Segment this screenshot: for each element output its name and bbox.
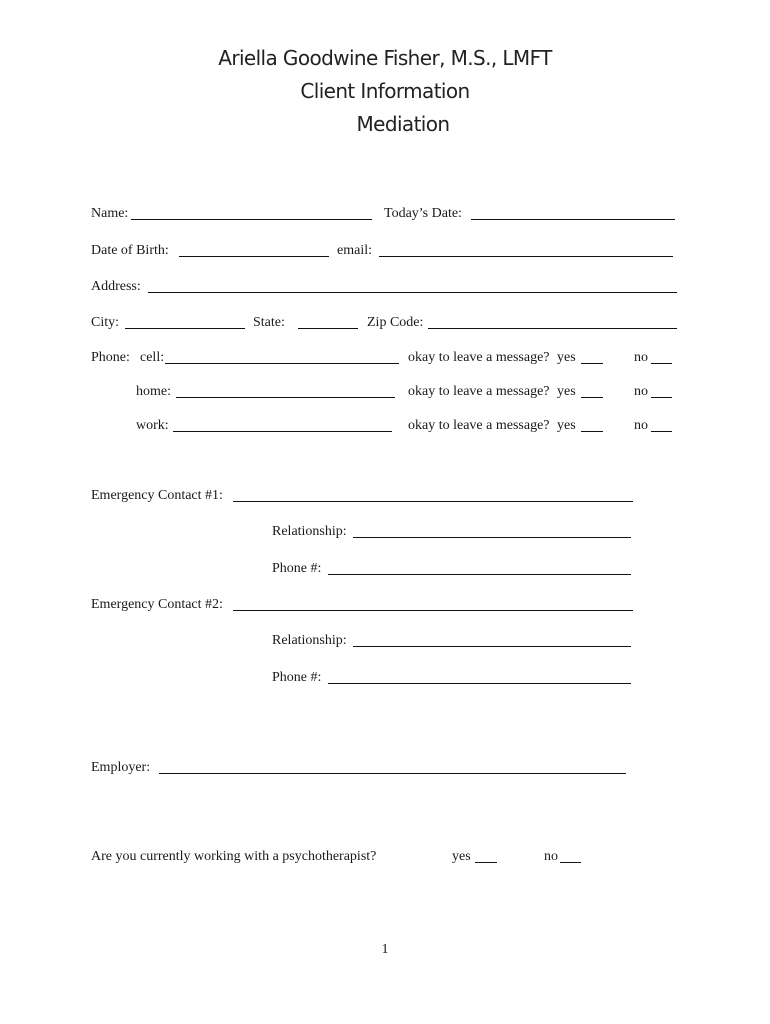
zip-label: Zip Code: bbox=[367, 315, 424, 330]
emergency-2-relationship-field[interactable] bbox=[353, 646, 631, 647]
home-message-question: okay to leave a message? bbox=[408, 384, 550, 399]
cell-label: cell: bbox=[140, 350, 165, 365]
city-label: City: bbox=[91, 315, 120, 330]
work-no-field[interactable] bbox=[651, 431, 672, 432]
emergency-1-relationship-label: Relationship: bbox=[272, 524, 347, 539]
employer-label: Employer: bbox=[91, 760, 151, 775]
email-label: email: bbox=[337, 243, 372, 258]
emergency-1-relationship-field[interactable] bbox=[353, 537, 631, 538]
home-label: home: bbox=[136, 384, 171, 399]
state-label: State: bbox=[253, 315, 285, 330]
psychotherapist-yes-field[interactable] bbox=[475, 862, 497, 863]
form-subtitle: Client Information bbox=[300, 79, 470, 103]
work-label: work: bbox=[136, 418, 169, 433]
form-type: Mediation bbox=[356, 112, 450, 136]
psychotherapist-no-field[interactable] bbox=[560, 862, 581, 863]
emergency-contact-2-field[interactable] bbox=[233, 610, 633, 611]
emergency-2-phone-field[interactable] bbox=[328, 683, 631, 684]
todays-date-label: Today’s Date: bbox=[384, 206, 462, 221]
emergency-contact-1-label: Emergency Contact #1: bbox=[91, 488, 223, 503]
emergency-contact-2-label: Emergency Contact #2: bbox=[91, 597, 223, 612]
practitioner-name: Ariella Goodwine Fisher, M.S., LMFT bbox=[218, 46, 552, 70]
work-yes-label: yes bbox=[557, 418, 576, 433]
psychotherapist-yes-label: yes bbox=[452, 849, 471, 864]
city-field[interactable] bbox=[125, 328, 245, 329]
state-field[interactable] bbox=[298, 328, 358, 329]
email-field[interactable] bbox=[379, 256, 673, 257]
emergency-1-phone-label: Phone #: bbox=[272, 561, 322, 576]
emergency-2-phone-label: Phone #: bbox=[272, 670, 322, 685]
emergency-2-relationship-label: Relationship: bbox=[272, 633, 347, 648]
name-field[interactable] bbox=[131, 219, 372, 220]
cell-yes-field[interactable] bbox=[581, 363, 603, 364]
home-yes-label: yes bbox=[557, 384, 576, 399]
cell-yes-label: yes bbox=[557, 350, 576, 365]
psychotherapist-question: Are you currently working with a psychotherapist? bbox=[91, 849, 377, 864]
emergency-contact-1-field[interactable] bbox=[233, 501, 633, 502]
emergency-1-phone-field[interactable] bbox=[328, 574, 631, 575]
dob-label: Date of Birth: bbox=[91, 243, 169, 258]
cell-no-label: no bbox=[634, 350, 648, 365]
cell-phone-field[interactable] bbox=[165, 363, 399, 364]
address-field[interactable] bbox=[148, 292, 677, 293]
psychotherapist-no-label: no bbox=[544, 849, 558, 864]
work-message-question: okay to leave a message? bbox=[408, 418, 550, 433]
home-no-label: no bbox=[634, 384, 648, 399]
cell-no-field[interactable] bbox=[651, 363, 672, 364]
zip-field[interactable] bbox=[428, 328, 677, 329]
work-phone-field[interactable] bbox=[173, 431, 392, 432]
work-yes-field[interactable] bbox=[581, 431, 603, 432]
home-yes-field[interactable] bbox=[581, 397, 603, 398]
home-no-field[interactable] bbox=[651, 397, 672, 398]
dob-field[interactable] bbox=[179, 256, 329, 257]
employer-field[interactable] bbox=[159, 773, 626, 774]
address-label: Address: bbox=[91, 279, 141, 294]
cell-message-question: okay to leave a message? bbox=[408, 350, 550, 365]
phone-label: Phone: bbox=[91, 350, 130, 365]
home-phone-field[interactable] bbox=[176, 397, 395, 398]
todays-date-field[interactable] bbox=[471, 219, 675, 220]
work-no-label: no bbox=[634, 418, 648, 433]
name-label: Name: bbox=[91, 206, 129, 221]
page-number: 1 bbox=[381, 942, 389, 957]
